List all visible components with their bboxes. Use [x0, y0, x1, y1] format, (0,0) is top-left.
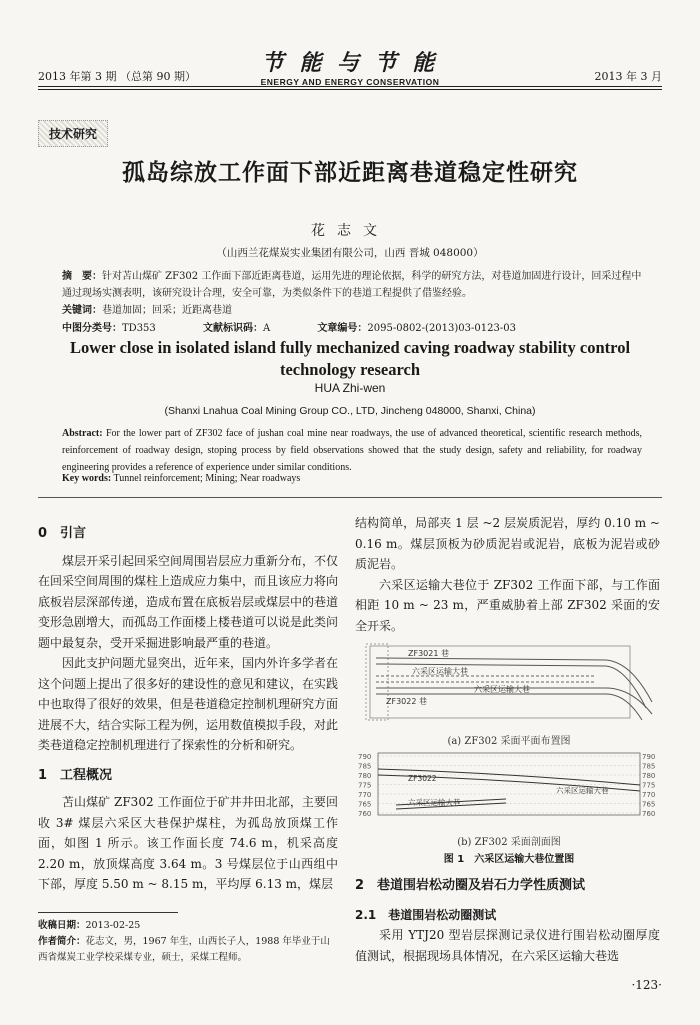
keywords-label: 关键词：	[62, 305, 102, 316]
paragraph: 结构简单，局部夹 1 层 ~2 层炭质泥岩，厚约 0.10 m ~ 0.16 m。煤层顶板为砂质泥岩或泥岩，底板为泥岩或砂质泥岩。	[355, 516, 660, 571]
paragraph: 因此支护问题尤显突出，近年来，国内外许多学者在这个问题上提出了很多好的建设性的意见和建议，在实践中也取得了很好的效果，但是巷道稳定控制机理研究方面进展不大，结合实际工程为例，运用数值模拟手段，对此类巷道稳定控制机理进行了探索性的分析和研究。	[38, 656, 339, 752]
section-heading-1: 1 工程概况	[38, 767, 113, 783]
subsection-heading-2-1: 2.1 巷道围岩松动圈测试	[355, 907, 497, 922]
elevation-tick-left: 790	[358, 753, 372, 761]
classification-meta	[62, 319, 560, 334]
paragraph: 六采区运输大巷位于 ZF302 工作面下部，与工作面相距 10 m ~ 23 m，严重威胁着上部 ZF302 采面的安全开采。	[355, 577, 660, 633]
section-heading-2: 2 巷道围岩松动圈及岩石力学性质测试	[355, 878, 586, 893]
elevation-tick-right: 780	[642, 772, 656, 780]
english-author: HUA Zhi-wen	[314, 381, 386, 395]
en-keywords-label: Key words:	[62, 473, 112, 484]
journal-logo-en: ENERGY AND ENERGY CONSERVATION	[260, 77, 440, 87]
keywords-text: 巷道加固；回采；近距离巷道	[102, 305, 232, 316]
header-rule	[38, 89, 662, 90]
doc-value: A	[262, 323, 271, 334]
figure-1b	[356, 749, 662, 865]
elevation-tick-left: 775	[358, 781, 372, 790]
paragraph: 煤层开采引起回采空间周围岩层应力重新分布，不仅在回采空间周围的煤柱上造成应力集中，而且该应力将向底板岩层深部传递，造成布置在底板岩层或煤层中的巷道变形急剧增大，而孤岛工作面楼上楼巷道可以说是此类问题中最复杂，受开采掘进影响最严重的巷道。	[38, 553, 339, 650]
elevation-tick-right: 765	[642, 800, 656, 809]
elevation-tick-left: 770	[358, 791, 372, 799]
journal-logo-cn: 节 能 与 节 能	[261, 50, 439, 76]
page-number: ·123·	[631, 978, 662, 992]
received-date: 2013-02-25	[85, 920, 141, 931]
header-rule	[38, 86, 662, 87]
elevation-tick-left: 785	[358, 762, 372, 771]
abstract-label: 摘 要：	[62, 271, 102, 282]
elevation-tick-right: 760	[642, 810, 656, 818]
section-view-drawing	[356, 749, 662, 821]
article-label: 文章编号：	[317, 323, 368, 334]
plan-label: ZF3021 巷	[408, 649, 449, 658]
english-affiliation: (Shanxi Lnahua Coal Mining Group CO., LTD, Jincheng 048000, Shanxi, China)	[164, 405, 536, 417]
paragraph: 采用 YTJ20 型岩层探测记录仪进行围岩松动圈厚度值测试，根据现场具体情况，在六采区运输大巷选	[355, 928, 660, 963]
abstract-cn	[62, 268, 642, 319]
received-label: 收稿日期：	[38, 920, 86, 931]
issue-info-left: 2013 年第 3 期 （总第 90 期）	[38, 70, 196, 83]
clc-label: 中图分类号：	[62, 323, 122, 334]
elevation-axis-right	[642, 753, 655, 818]
figure-1a	[356, 642, 662, 747]
paper-title: 孤岛综放工作面下部近距离巷道稳定性研究	[122, 160, 578, 186]
issue-info-right: 2013 年 3 月	[594, 70, 662, 83]
plan-view-drawing	[356, 642, 662, 724]
english-title: Lower close in isolated island fully mechanized caving roadway stability control technology research	[69, 338, 631, 379]
abstract-text: 针对苫山煤矿 ZF302 工作面下部近距离巷道，运用先进的理论依据，科学的研究方法，对巷道加固进行设计，回采过程中通过现场实测表明，该研究设计合理，安全可靠，为类似条件下的巷道工程提供了借鉴经验。	[62, 271, 642, 299]
footnote	[38, 918, 338, 966]
elevation-tick-left: 780	[358, 772, 372, 780]
bio-label: 作者简介：	[38, 936, 86, 947]
figure-caption-a: (a) ZF302 采面平面布置图	[447, 736, 571, 747]
elevation-tick-left: 765	[358, 800, 372, 809]
right-column-bottom	[355, 876, 660, 966]
section-heading-0: 0 引言	[38, 526, 87, 541]
elevation-tick-right: 775	[642, 781, 656, 790]
english-keywords	[62, 473, 300, 484]
elevation-tick-right: 770	[642, 791, 656, 799]
bio-text: 花志文，男，1967 年生，山西长子人，1988 年毕业于山西省煤炭工业学校采煤专业，硕士，采煤工程师。	[38, 936, 330, 963]
elevation-tick-right: 790	[642, 753, 656, 761]
figure-caption: 图 1 六采区运输大巷位置图	[443, 854, 575, 865]
plan-label: 六采区运输大巷	[412, 667, 468, 676]
paragraph: 苫山煤矿 ZF302 工作面位于矿井井田北部，主要回收 3# 煤层六采区大巷保护煤柱，为孤岛放顶煤工作面，如图 1 所示。该工作面长度 74.6 m，机采高度 2.20 m，放顶煤高度 3.64 m。3 号煤层位于山西组中下部，厚度 5.50 m ~ 8.15 m，平均厚 6.13 m，煤层	[38, 795, 338, 891]
en-abstract-text: For the lower part of ZF302 face of jushan coal mine near roadways, the use of advanced theoretical, scientific research methods, reinforcement of roadway design, stoping process by field observations showed that the study design, safety and reliability, for roadway engineering provides a reference of experience under similar conditions.	[62, 428, 643, 473]
en-abstract-label: Abstract:	[62, 428, 103, 439]
plan-label: ZF3022 巷	[386, 697, 427, 706]
footnote-rule	[38, 912, 178, 913]
affiliation: （山西兰花煤炭实业集团有限公司，山西 晋城 048000）	[216, 247, 484, 259]
right-column-top	[355, 513, 660, 636]
elevation-tick-left: 760	[358, 810, 372, 818]
left-column	[38, 524, 338, 895]
elevation-tick-right: 785	[642, 762, 656, 771]
plan-label: 六采区运输大巷	[474, 685, 530, 694]
section-label: 六采区运输大巷	[408, 798, 461, 807]
author: 花志文	[311, 223, 389, 239]
en-keywords-text: Tunnel reinforcement; Mining; Near roadways	[113, 473, 301, 484]
doc-label: 文献标识码：	[202, 323, 263, 334]
figure-caption-b: (b) ZF302 采面剖面图	[457, 837, 561, 848]
section-label: 六采区运输大巷	[556, 786, 609, 795]
abstract-separator	[38, 497, 662, 498]
clc-value: TD353	[122, 323, 156, 334]
section-label: ZF3022	[408, 774, 437, 783]
article-value: 2095-0802-(2013)03-0123-03	[367, 323, 516, 334]
section-tag: 技术研究	[38, 120, 108, 147]
english-abstract	[62, 425, 642, 476]
